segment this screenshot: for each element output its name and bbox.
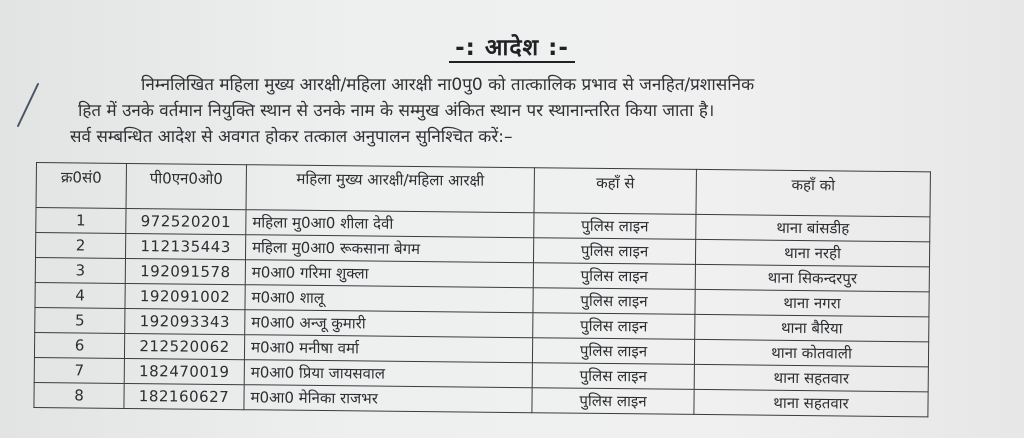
- cell-pno: 192093343: [125, 308, 245, 334]
- pen-mark: [8, 80, 48, 130]
- cell-serial-no: 6: [34, 332, 124, 358]
- cell-serial-no: 2: [35, 233, 125, 259]
- order-title: -: आदेश :-: [0, 30, 1024, 62]
- cell-from: पुलिस लाइन: [533, 238, 695, 265]
- cell-from: पुलिस लाइन: [532, 388, 694, 415]
- cell-constable-name: म0आ0 गरिमा शुक्ला: [245, 260, 533, 288]
- cell-pno: 182470019: [124, 358, 244, 384]
- order-paragraph-line-3: सर्व सम्बन्धित आदेश से अवगत होकर तत्काल अनुपालन सुनिश्चित करें:–: [70, 127, 513, 147]
- cell-serial-no: 7: [34, 357, 124, 383]
- cell-pno: 972520201: [126, 208, 246, 234]
- header-from: कहाँ से: [534, 168, 696, 215]
- cell-from: पुलिस लाइन: [533, 263, 695, 290]
- cell-to: थाना बैरिया: [695, 314, 929, 341]
- order-paragraph-line-2: हित में उनके वर्तमान नियुक्ति स्थान से उनके नाम के सम्मुख अंकित स्थान पर स्थानान्तरित किया जाता है।: [78, 101, 715, 121]
- cell-from: पुलिस लाइन: [532, 363, 694, 390]
- cell-serial-no: 3: [35, 258, 125, 284]
- cell-from: पुलिस लाइन: [532, 338, 694, 365]
- cell-to: थाना नगरा: [695, 289, 929, 316]
- transfer-table: [33, 162, 931, 417]
- header-serial-no: क्र0सं0: [36, 163, 126, 209]
- cell-to: थाना कोतवाली: [694, 339, 928, 366]
- cell-constable-name: महिला मु0आ0 रूकसाना बेगम: [245, 235, 533, 263]
- cell-pno: 192091002: [125, 283, 245, 309]
- cell-constable-name: म0आ0 प्रिया जायसवाल: [244, 360, 532, 388]
- cell-pno: 112135443: [125, 233, 245, 259]
- cell-to: थाना सहतवार: [694, 389, 928, 416]
- cell-pno: 182160627: [124, 383, 244, 409]
- cell-constable-name: महिला मु0आ0 शीला देवी: [246, 210, 534, 238]
- cell-pno: 212520062: [124, 333, 244, 359]
- header-to: कहाँ को: [696, 169, 930, 216]
- cell-to: थाना नरही: [695, 239, 929, 266]
- cell-serial-no: 4: [35, 282, 125, 308]
- cell-to: थाना बांसडीह: [696, 214, 930, 241]
- cell-from: पुलिस लाइन: [533, 313, 695, 340]
- cell-to: थाना सिकन्दरपुर: [695, 264, 929, 291]
- cell-serial-no: 5: [35, 307, 125, 333]
- cell-constable-name: म0आ0 अन्जू कुमारी: [245, 310, 533, 338]
- cell-constable-name: म0आ0 शालू: [245, 285, 533, 313]
- cell-serial-no: 1: [36, 208, 126, 234]
- cell-pno: 192091578: [125, 258, 245, 284]
- cell-from: पुलिस लाइन: [534, 213, 696, 240]
- cell-constable-name: म0आ0 मनीषा वर्मा: [244, 335, 532, 363]
- header-constable-name: महिला मुख्य आरक्षी/महिला आरक्षी: [246, 165, 534, 213]
- cell-to: थाना सहतवार: [694, 364, 928, 391]
- cell-serial-no: 8: [34, 382, 124, 408]
- header-pno: पी0एन0ओ0: [126, 163, 246, 209]
- order-paragraph-line-1: निम्नलिखित महिला मुख्य आरक्षी/महिला आरक्षी ना0पु0 को तात्कालिक प्रभाव से जनहित/प्रशासनिक: [141, 75, 755, 95]
- cell-from: पुलिस लाइन: [533, 288, 695, 315]
- cell-constable-name: म0आ0 मेनिका राजभर: [244, 385, 532, 413]
